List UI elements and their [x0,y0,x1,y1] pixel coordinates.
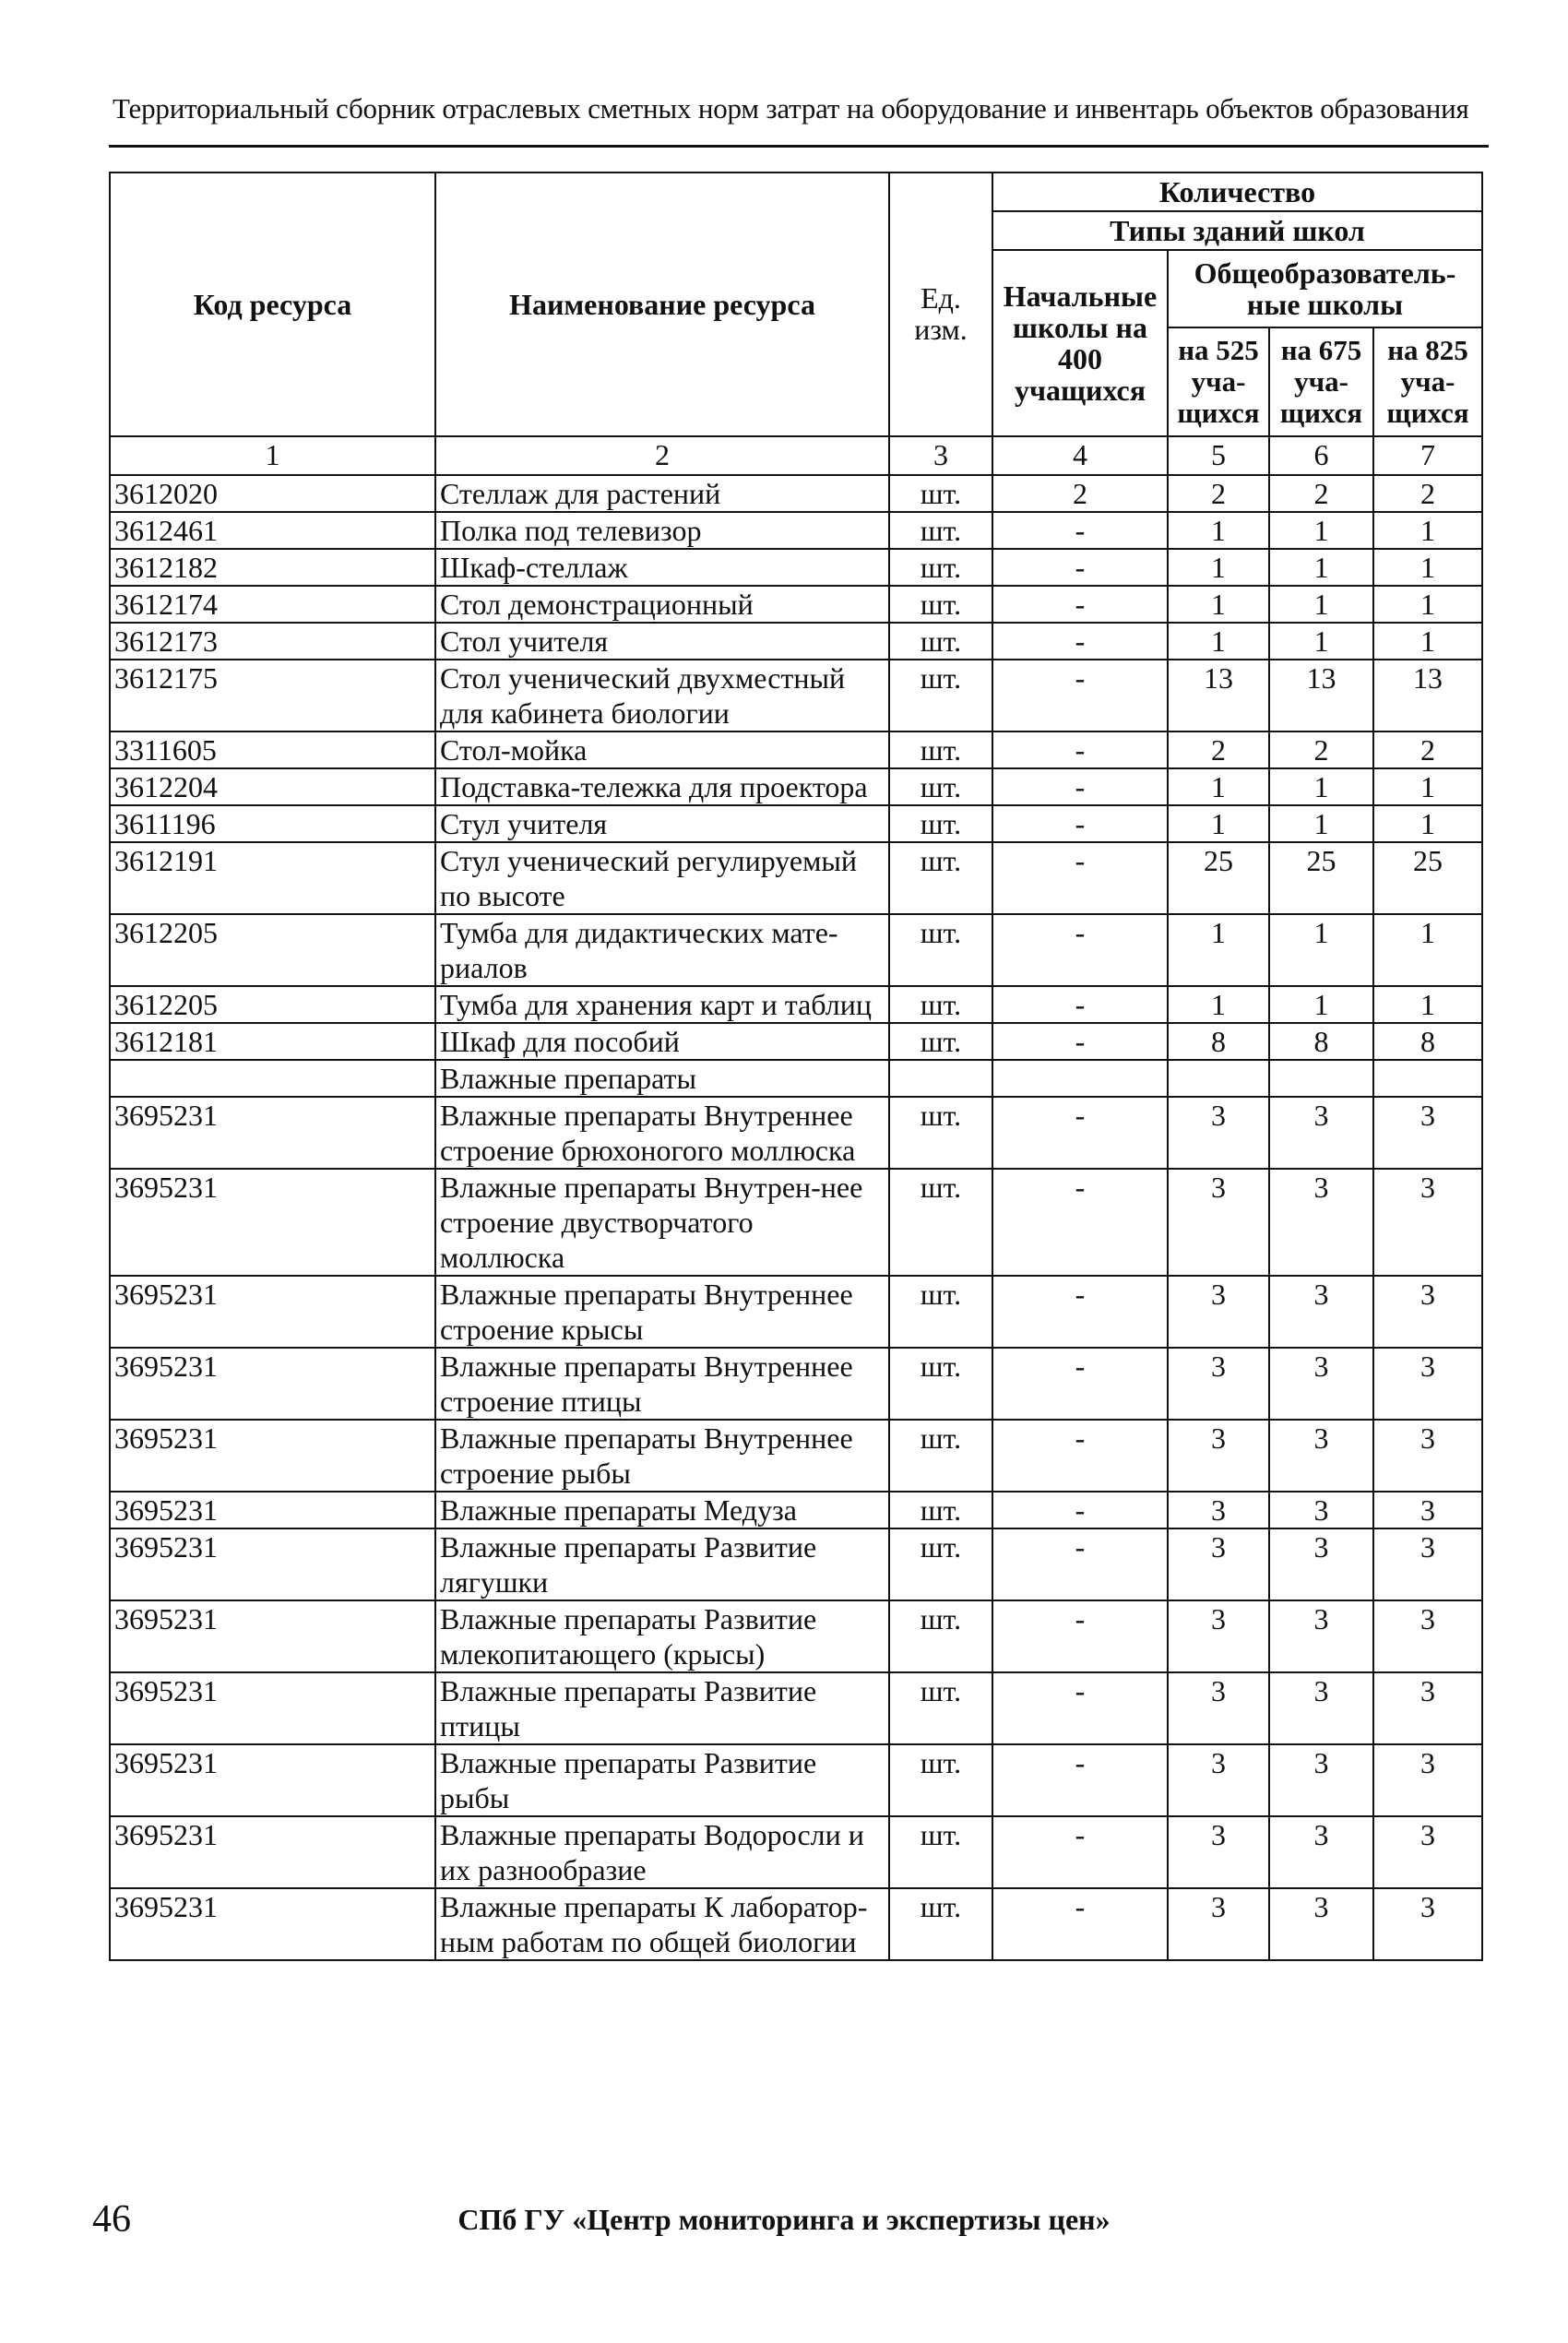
qty-525-cell: 3 [1168,1276,1269,1348]
qty-525-cell: 1 [1168,512,1269,549]
resource-code-cell: 3612020 [110,475,435,512]
table-row [110,586,1482,623]
qty-825-cell: 3 [1373,1816,1482,1888]
qty-400-cell: - [992,1348,1168,1420]
unit-cell: шт. [889,660,992,731]
resource-name-cell: Тумба для хранения карт и таблиц [435,986,889,1023]
table-row [110,1023,1482,1060]
qty-825-cell: 3 [1373,1169,1482,1276]
resource-name-cell: Влажные препараты Внутреннее строение крысы [435,1276,889,1348]
unit-cell: шт. [889,914,992,986]
qty-400-cell [992,1060,1168,1097]
col-number: 6 [1269,436,1373,475]
column-number-row [110,436,1482,475]
qty-825-cell: 1 [1373,623,1482,660]
unit-cell: шт. [889,1276,992,1348]
qty-400-cell: - [992,914,1168,986]
qty-675-cell: 8 [1269,1023,1373,1060]
resource-name-cell: Подставка-тележка для проектора [435,768,889,805]
qty-400-cell: - [992,1888,1168,1960]
table-row [110,1276,1482,1348]
unit-cell: шт. [889,805,992,842]
qty-525-cell: 3 [1168,1888,1269,1960]
unit-cell: шт. [889,1420,992,1492]
resource-table [109,172,1483,1961]
qty-675-cell: 1 [1269,914,1373,986]
qty-825-cell: 25 [1373,842,1482,914]
qty-525-cell: 3 [1168,1169,1269,1276]
qty-525-cell: 3 [1168,1348,1269,1420]
resource-name-cell: Стул учителя [435,805,889,842]
resource-name-cell: Влажные препараты Развитие лягушки [435,1528,889,1600]
qty-525-cell: 3 [1168,1816,1269,1888]
qty-525-cell: 2 [1168,475,1269,512]
qty-400-cell: - [992,1744,1168,1816]
qty-825-cell: 3 [1373,1528,1482,1600]
resource-name-cell: Тумба для дидактических мате-риалов [435,914,889,986]
qty-400-cell: - [992,1023,1168,1060]
table-row [110,1348,1482,1420]
qty-400-cell: - [992,1672,1168,1744]
qty-400-cell: - [992,1528,1168,1600]
resource-code-cell: 3695231 [110,1169,435,1276]
table-row [110,512,1482,549]
resource-code-cell: 3612205 [110,986,435,1023]
unit-cell: шт. [889,1023,992,1060]
col-number: 2 [435,436,889,475]
qty-525-cell: 3 [1168,1744,1269,1816]
qty-675-cell: 25 [1269,842,1373,914]
resource-code-cell: 3695231 [110,1348,435,1420]
qty-400-cell: - [992,1169,1168,1276]
qty-675-cell: 3 [1269,1420,1373,1492]
unit-cell: шт. [889,1492,992,1528]
qty-675-cell: 1 [1269,805,1373,842]
qty-525-cell: 2 [1168,731,1269,768]
table-row [110,986,1482,1023]
resource-code-cell: 3612461 [110,512,435,549]
resource-name-cell: Стол ученический двухместный для кабинета биологии [435,660,889,731]
qty-525-cell: 8 [1168,1023,1269,1060]
unit-cell: шт. [889,1348,992,1420]
table-row [110,1169,1482,1276]
qty-400-cell: - [992,623,1168,660]
resource-code-cell: 3695231 [110,1600,435,1672]
col-header-unit: Ед. изм. [889,172,992,436]
resource-code-cell: 3695231 [110,1492,435,1528]
resource-name-cell: Влажные препараты Внутрен-нее строение двустворчатого моллюска [435,1169,889,1276]
table-row [110,842,1482,914]
resource-code-cell [110,1060,435,1097]
qty-400-cell: - [992,986,1168,1023]
qty-400-cell: - [992,512,1168,549]
table-row [110,1672,1482,1744]
resource-code-cell: 3612204 [110,768,435,805]
table-row [110,475,1482,512]
qty-825-cell: 1 [1373,986,1482,1023]
qty-400-cell: - [992,805,1168,842]
col-header-general-schools: Общеобразователь-ные школы [1168,250,1482,327]
qty-675-cell: 3 [1269,1888,1373,1960]
qty-825-cell [1373,1060,1482,1097]
resource-name-cell: Влажные препараты Внутреннее строение рыбы [435,1420,889,1492]
table-row [110,1744,1482,1816]
resource-name-cell: Влажные препараты Внутреннее строение брюхоногого моллюска [435,1097,889,1169]
qty-400-cell: - [992,549,1168,586]
resource-name-cell: Влажные препараты Медуза [435,1492,889,1528]
unit-cell: шт. [889,986,992,1023]
qty-825-cell: 3 [1373,1492,1482,1528]
page-header-title: Территориальный сборник отраслевых сметных норм затрат на оборудование и инвентарь объектов образования [113,92,1469,125]
table-row [110,660,1482,731]
resource-name-cell: Влажные препараты К лаборатор-ным работам по общей биологии [435,1888,889,1960]
table-row [110,1420,1482,1492]
resource-name-cell: Влажные препараты Развитие рыбы [435,1744,889,1816]
unit-cell: шт. [889,1672,992,1744]
unit-cell: шт. [889,1888,992,1960]
col-number: 5 [1168,436,1269,475]
qty-825-cell: 3 [1373,1888,1482,1960]
qty-675-cell: 1 [1269,623,1373,660]
table-row [110,1060,1482,1097]
qty-525-cell: 3 [1168,1097,1269,1169]
unit-cell: шт. [889,731,992,768]
qty-675-cell: 1 [1269,586,1373,623]
qty-525-cell: 3 [1168,1600,1269,1672]
resource-code-cell: 3611196 [110,805,435,842]
qty-525-cell: 25 [1168,842,1269,914]
table-row [110,1816,1482,1888]
qty-675-cell: 1 [1269,512,1373,549]
header-divider [109,145,1489,148]
qty-675-cell: 3 [1269,1816,1373,1888]
table-row [110,805,1482,842]
resource-code-cell: 3695231 [110,1097,435,1169]
qty-525-cell: 1 [1168,986,1269,1023]
table-row [110,1600,1482,1672]
footer-organization: СПб ГУ «Центр мониторинга и экспертизы цен» [457,2203,1111,2236]
qty-825-cell: 3 [1373,1097,1482,1169]
qty-675-cell: 13 [1269,660,1373,731]
qty-525-cell: 3 [1168,1492,1269,1528]
resource-name-cell: Влажные препараты Водоросли и их разнообразие [435,1816,889,1888]
unit-cell: шт. [889,549,992,586]
resource-code-cell: 3612181 [110,1023,435,1060]
qty-825-cell: 1 [1373,549,1482,586]
qty-675-cell: 3 [1269,1276,1373,1348]
qty-525-cell: 1 [1168,623,1269,660]
col-header-825: на 825 уча-щихся [1373,327,1482,436]
resource-name-cell: Стол демонстрационный [435,586,889,623]
resource-code-cell: 3612182 [110,549,435,586]
table-row [110,549,1482,586]
qty-825-cell: 3 [1373,1672,1482,1744]
unit-cell: шт. [889,1816,992,1888]
qty-525-cell [1168,1060,1269,1097]
resource-name-cell: Влажные препараты Развитие млекопитающего (крысы) [435,1600,889,1672]
resource-code-cell: 3612174 [110,586,435,623]
resource-code-cell: 3612175 [110,660,435,731]
table-row [110,1492,1482,1528]
table-row [110,623,1482,660]
col-header-code: Код ресурса [110,172,435,436]
qty-400-cell: - [992,1816,1168,1888]
table-row [110,768,1482,805]
resource-code-cell: 3695231 [110,1528,435,1600]
unit-cell: шт. [889,1169,992,1276]
unit-cell: шт. [889,623,992,660]
qty-675-cell: 2 [1269,475,1373,512]
qty-400-cell: - [992,768,1168,805]
qty-400-cell: 2 [992,475,1168,512]
qty-825-cell: 8 [1373,1023,1482,1060]
resource-name-cell: Влажные препараты [435,1060,889,1097]
resource-name-cell: Влажные препараты Развитие птицы [435,1672,889,1744]
qty-675-cell [1269,1060,1373,1097]
qty-675-cell: 1 [1269,768,1373,805]
qty-825-cell: 2 [1373,731,1482,768]
table-row [110,1528,1482,1600]
resource-code-cell: 3612205 [110,914,435,986]
qty-675-cell: 3 [1269,1672,1373,1744]
qty-525-cell: 1 [1168,549,1269,586]
resource-code-cell: 3612191 [110,842,435,914]
qty-525-cell: 3 [1168,1672,1269,1744]
col-header-name: Наименование ресурса [435,172,889,436]
col-number: 7 [1373,436,1482,475]
qty-525-cell: 1 [1168,586,1269,623]
unit-cell: шт. [889,512,992,549]
qty-675-cell: 3 [1269,1528,1373,1600]
qty-825-cell: 3 [1373,1420,1482,1492]
col-header-675: на 675 уча-щихся [1269,327,1373,436]
table-row [110,914,1482,986]
qty-675-cell: 3 [1269,1097,1373,1169]
resource-code-cell: 3695231 [110,1816,435,1888]
unit-cell: шт. [889,586,992,623]
qty-825-cell: 1 [1373,805,1482,842]
col-number: 1 [110,436,435,475]
qty-400-cell: - [992,1420,1168,1492]
resource-name-cell: Стеллаж для растений [435,475,889,512]
resource-name-cell: Стул ученический регулируемый по высоте [435,842,889,914]
resource-name-cell: Стол учителя [435,623,889,660]
qty-825-cell: 3 [1373,1276,1482,1348]
qty-675-cell: 3 [1269,1169,1373,1276]
unit-cell: шт. [889,768,992,805]
resource-code-cell: 3311605 [110,731,435,768]
col-header-quantity: Количество [992,172,1482,211]
qty-400-cell: - [992,586,1168,623]
qty-400-cell: - [992,1097,1168,1169]
col-header-525: на 525 уча-щихся [1168,327,1269,436]
resource-name-cell: Шкаф для пособий [435,1023,889,1060]
unit-cell: шт. [889,1097,992,1169]
qty-675-cell: 1 [1269,986,1373,1023]
qty-525-cell: 1 [1168,768,1269,805]
resource-code-cell: 3695231 [110,1888,435,1960]
resource-name-cell: Шкаф-стеллаж [435,549,889,586]
qty-400-cell: - [992,731,1168,768]
resource-code-cell: 3695231 [110,1672,435,1744]
col-number: 3 [889,436,992,475]
qty-525-cell: 1 [1168,914,1269,986]
resource-code-cell: 3695231 [110,1744,435,1816]
qty-825-cell: 1 [1373,768,1482,805]
page-number: 46 [92,2198,131,2241]
resource-code-cell: 3612173 [110,623,435,660]
col-header-building-types: Типы зданий школ [992,211,1482,250]
table-row [110,1097,1482,1169]
resource-code-cell: 3695231 [110,1420,435,1492]
qty-825-cell: 3 [1373,1744,1482,1816]
qty-400-cell: - [992,1600,1168,1672]
resource-name-cell: Влажные препараты Внутреннее строение птицы [435,1348,889,1420]
unit-cell: шт. [889,1528,992,1600]
unit-cell: шт. [889,475,992,512]
unit-cell: шт. [889,1744,992,1816]
qty-825-cell: 3 [1373,1600,1482,1672]
unit-cell [889,1060,992,1097]
qty-825-cell: 1 [1373,914,1482,986]
resource-code-cell: 3695231 [110,1276,435,1348]
qty-525-cell: 3 [1168,1420,1269,1492]
qty-675-cell: 3 [1269,1348,1373,1420]
col-number: 4 [992,436,1168,475]
unit-cell: шт. [889,842,992,914]
qty-825-cell: 2 [1373,475,1482,512]
col-header-primary-schools: Начальные школы на 400 учащихся [992,250,1168,436]
resource-name-cell: Полка под телевизор [435,512,889,549]
qty-675-cell: 3 [1269,1744,1373,1816]
qty-825-cell: 1 [1373,512,1482,549]
table-row [110,1888,1482,1960]
qty-525-cell: 1 [1168,805,1269,842]
qty-525-cell: 3 [1168,1528,1269,1600]
qty-675-cell: 2 [1269,731,1373,768]
qty-400-cell: - [992,1276,1168,1348]
qty-675-cell: 3 [1269,1492,1373,1528]
qty-400-cell: - [992,660,1168,731]
qty-825-cell: 1 [1373,586,1482,623]
qty-825-cell: 3 [1373,1348,1482,1420]
qty-825-cell: 13 [1373,660,1482,731]
qty-675-cell: 1 [1269,549,1373,586]
table-row [110,731,1482,768]
unit-cell: шт. [889,1600,992,1672]
qty-525-cell: 13 [1168,660,1269,731]
qty-675-cell: 3 [1269,1600,1373,1672]
resource-name-cell: Стол-мойка [435,731,889,768]
qty-400-cell: - [992,842,1168,914]
qty-400-cell: - [992,1492,1168,1528]
